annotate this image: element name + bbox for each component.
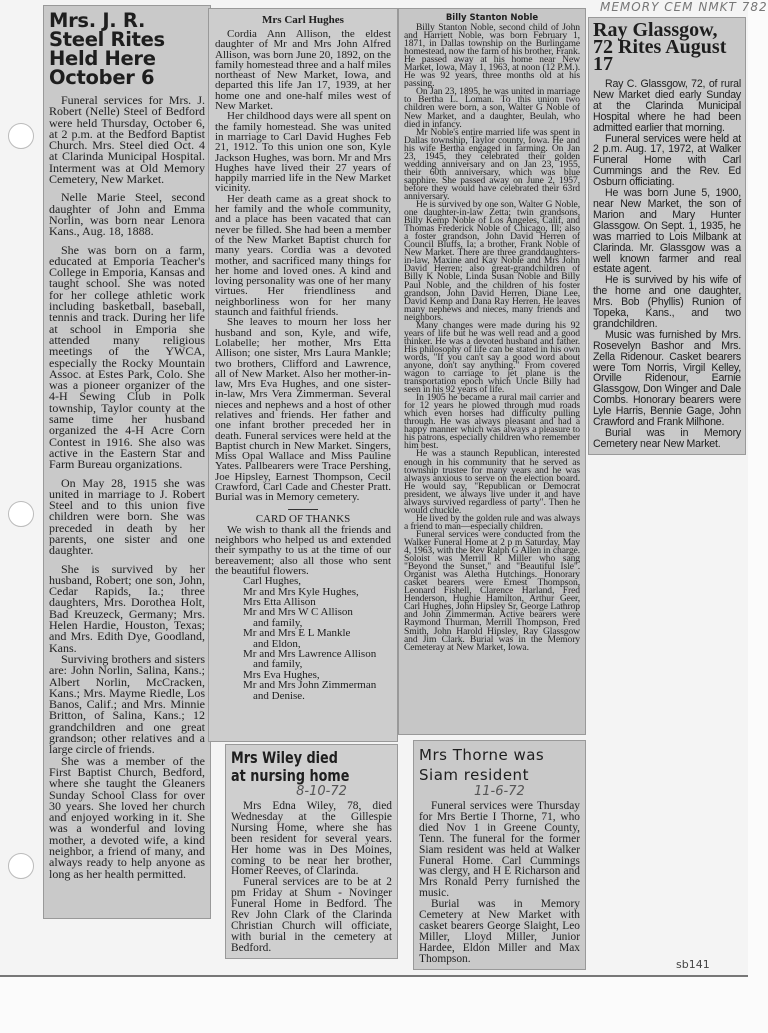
headline: Mrs Carl Hughes (262, 14, 344, 26)
headline (419, 745, 580, 785)
paragraph: He was a staunch Republican, interested enough in his community that he served as township trustee for many years and he was always anxious to serve on the election board. He would say, "Republican or Democrat president, we always live under it and have always survived regardless of party". Then he would chuckle. (404, 448, 580, 516)
paragraph: On May 28, 1915 she was united in marriage to J. Robert Steel and to this union five children were born. She was preceded in death by her parents, one sister and one daughter. (49, 475, 205, 558)
paragraph: Mrs Edna Wiley, 78, died Wednesday at the Gillespie Nursing Home, where she has been resident for several years. Her home was in Des Moines, coming to be near her brother, Homer Reeves, of Clarinda. (231, 800, 392, 878)
paragraph: Funeral services were conducted from the Walker Funeral Home at 2 p m Saturday, May 4, 1963, with the Rev Ralph G Allen in charge. Soloist was Merrill R Miller who sang "Beyond the Sunset," and "Beautiful Isle". Organist was Aletha Hutchings. Honorary casket bearers were Ernest Thompson, Leonard Fishell, Clarence Harland, Fred Henderson, Hughie Hamilton, Arthur Geer, Carl Hughes, John Hipsley Sr, George Lathrop and John Zimmerman. Active bearers were Raymond Thurman, Merrill Thompson, Fred Smith, John Harold Hipsley, Ray Glassgow and Jim Clark. Burial was in the Memory Cemeteray at New Market, Iowa. (404, 528, 580, 653)
headline-line: Mrs Wiley died (231, 748, 338, 767)
clipping-steel-obituary (43, 5, 211, 919)
paragraph: He was born June 5, 1900, near New Market, the son of Marion and Mary Hunter Glassgow. On Sept. 1, 1935, he was married to Lois Milbank at Clarinda. Mr. Glassgow was a well known farmer and real estate agent. (593, 187, 741, 276)
headline (231, 749, 360, 785)
paragraph: Burial was in Memory Cemetery at New Market with casket bearers George Slaight, Leo Miller, Lloyd Miller, Junior Hardee, Eldon Miller and Max Thompson. (419, 898, 580, 965)
paragraph: Billy Stanton Noble, second child of John and Harriett Noble, was born February 1, 1871, in Dallas township on the Burlingame homestead, now the farm of his brother, Frank. He passed away at his home near New Market, Iowa, May 1, 1963, at noon (12 P.M.). He was 92 years, three months old at his passing. (404, 22, 580, 90)
paragraph: Surviving brothers and sisters are: John Norlin, Salina, Kans.; Albert Norlin, McCracken, Kans.; Mrs. Mayme Riedle, Los Banos, Calif.; and Mrs. Minnie Britton, of Salina, Kans.; 12 grandchildren and one great grandson; other relatives and a large circle of friends. (49, 651, 205, 757)
paragraph: In 1905 he became a rural mail carrier and for 12 years he plowed through mud roads which even horses had difficulty pulling through. He was always pleasant and had a happy manner which was always a pleasure to his patrons, especially children who remember him best. (404, 392, 580, 452)
handwritten-annotation: MEMORY CEM NMKT 782 (600, 0, 768, 14)
clipping-thorne-obituary (413, 740, 586, 970)
paragraph: She was a member of the First Baptist Church, Bedford, where she taught the Gleaners Sunday School Class for over 30 years. She loved her church and enjoyed working in it. She was a wonderful and loving mother, a devoted wife, a kind neighbor, a friend of many, and always ready to help anyone as long as her health permitted. (49, 753, 205, 881)
signature-line: Mr and Mrs E L Mankle (243, 627, 351, 640)
headline-line: at nursing home (231, 766, 350, 785)
paragraph: Funeral services for Mrs. J. Robert (Nelle) Steel of Bedford were held Thursday, October 6, at 2 p.m. at the Bedford Baptist Church. Mrs. Steel died Oct. 4 at Clarinda Municipal Hospital. Interment was at Old Memory Cemetery, New Market. (49, 93, 205, 187)
signature-line: Mrs Eva Hughes, (243, 668, 320, 681)
clipping-hughes-obituary (208, 8, 398, 742)
paragraph: Her childhood days were all spent on the family homestead. She was united in marriage to Carl David Hughes Feb 21, 1912. To this union one son, Kyle Jackson Hughes, was born. Mr and Mrs Hughes have lived their 27 years of happily married life in the New Market vicinity. (215, 110, 391, 195)
paragraph: We wish to thank all the friends and neighbors who helped us and extended their sympathy to us at the time of our bereavement; also all those who sent the beautiful flowers. (215, 523, 391, 577)
signature-line: and family, (253, 658, 303, 671)
signature-line: Mr and Mrs Kyle Hughes, (243, 585, 359, 598)
clipping-wiley-obituary (225, 744, 398, 959)
paragraph: Many changes were made during his 92 years of life but he was well read and a good thinker. He was a devoted husband and father. His philosophy of life can be stated in his own words, "If you can't say a good word about anyone, don't say anything." From covered wagon to carriage to jet plane is the transportation epoch which Uncle Billy had seen in his 92 years of life. (404, 319, 580, 396)
binder-hole (8, 501, 34, 527)
paragraph: She was born on a farm, educated at Emporia Teacher's College in Emporia, Kansas and taught school. She was noted for her college athletic work including basketball, baseball, tennis and track. During her life at school in Emporia she attended many religious meetings of the YWCA, especially the Rocky Mountain Assoc. at Estes Park, Colo. She was a pioneer organizer of the 4-H Sewing Club in Polk township, Taylor county at the same time her husband organized the 4-H Acre Corn Contest in 1916. She also was active in the Eastern Star and Farm Bureau organizations. (49, 242, 205, 472)
headline: Mrs. J. R. Steel Rites Held Here October 6 (49, 9, 165, 89)
clipping-glassgow-obituary (588, 17, 746, 455)
card-of-thanks-title: CARD OF THANKS (255, 512, 351, 525)
paragraph: He is survived by his wife of the home and one daughter, Mrs. Bob (Phyllis) Runion of Topeka, Kans., and two grandchildren. (593, 274, 741, 330)
headline: Ray Glassgow, 72 Rites August 17 (593, 19, 727, 75)
signature-line: and family, (253, 616, 303, 629)
paragraph: Burial was in Memory Cemetery near New Market. (593, 427, 741, 450)
signature-line: Mr and Mrs Lawrence Allison (243, 647, 377, 660)
signature-line: Carl Hughes, (243, 575, 302, 588)
binder-hole (8, 853, 34, 879)
paragraph: Music was furnished by Mrs. Rosevelyn Bashor and Mrs. Zella Ridenour. Casket bearers were Tom Norris, Virgil Kelley, Orville Ridenour, Earnie Glassgow, Don Winger and Dale Combs. Honorary bearers were Lyle Harris, Bennie Gage, John Crawford and Frank Milhone. (593, 328, 741, 429)
binder-hole (8, 123, 34, 149)
paragraph: Cordia Ann Allison, the eldest daughter of Mr and Mrs John Alfred Allison, was born June 20, 1892, on the family homestead three and a half miles northeast of New Market, Iowa, and departed this life Jan 17, 1939, at her home one and one-half miles west of New Market. (215, 28, 391, 113)
handwritten-date: 11-6-72 (474, 784, 525, 799)
signature-line: Mr and Mrs John Zimmerman (243, 679, 377, 692)
paragraph: On Jan 23, 1895, he was united in marriage to Bertha L. Loman. To this union two children were born, a son, Walter G Noble of New Market, and a daughter, Beulah, who died in infancy. (404, 86, 580, 130)
paragraph: Funeral services are to be at 2 pm Friday at Shum - Novinger Funeral Home in Bedford. The Rev John Clark of the Clarinda Christian Church will officiate, with burial in the cemetery at Bedford. (231, 876, 392, 954)
paragraph: She leaves to mourn her loss her husband and son, Kyle, and wife, Lolabelle; her mother, Mrs Etta Allison; one sister, Mrs Laura Mankle; two brothers, Clifford and Lawrence, all of New Market. Also her mother-in-law, Mrs Eva Hughes, and one sister-in-law, Mrs Vera Zimmerman. Several nieces and nephews and a host of other relatives and friends. Her father and one infant brother preceded her in death. Funeral services were held at the Baptist church in New Market. Singers, Miss Opal Wallace and Miss Pauline Yates. Pallbearers were Trace Pershing, Joe Hipsley, Earnest Thompson, Cecil Crawford, Carl Cade and Chester Pratt. Burial was in Memory cemetery. (215, 316, 391, 504)
paragraph: He is survived by one son, Walter G Noble, one daughter-in-law Zetta; twin grandsons, Billy Kemp Noble of Los Angeles, Calif, and Thomas Frederick Noble of Chicago, Ill; also a foster grandson, John David Herren of Council Bluffs, Ia; a brother, Frank Noble of New Market. There are three granddaughters-in-law, Maxine and Kay Noble and Mrs John David Herren; also great-grandchildren of Billy K Noble, Linda Susan Noble and Billy Paul Noble, and the children of his foster grandson, John David Herren, Diane Lee, David Kemp and Dana Ray Herren. He leaves many nephews and nieces, many friends and neighbors. (404, 199, 580, 323)
signature-line: and Eldon, (253, 637, 301, 650)
paragraph: She is survived by her husband, Robert; one son, John, Cedar Rapids, Ia.; three daughters, Mrs. Dorothea Holt, Bad Kreuzeck, Germany; Mrs. Helen Hardie, Houston, Texas; and Mrs. Edith Dye, Goodland, Kans. (49, 561, 205, 655)
paragraph: Nelle Marie Steel, second daughter of John and Emma Norlin, was born near Lenora Kans., Aug. 18, 1888. (49, 190, 205, 239)
clipping-noble-obituary (398, 8, 586, 735)
paragraph: Mr Noble's entire married life was spent in Dallas township, Taylor county, Iowa. He and his wife Bertha engaged in farming. On Jan 23, 1945, they celebrated their golden wedding anniversary and on Jan 23, 1955, their 60th anniversary, which was blue sapphire. She passed away on June 2, 1957, before they would have celebrated their 63rd anniversary. (404, 126, 580, 202)
divider (288, 509, 318, 510)
signature-line: Mrs Etta Allison (243, 595, 316, 608)
paragraph: Ray C. Glassgow, 72, of rural New Market died early Sunday at the Clarinda Municipal Hospital where he had been admitted earlier that morning. (593, 78, 741, 134)
paragraph: Her death came as a great shock to her family and the whole community, and a place has been vacated that can never be filled. She had been a member of the New Market Baptist church for many years. Cordia was a devoted mother, and sacrificed many things for her home and loved ones. A kind and loving personality was one of her many virtues. Her friendliness and neighborliness won for her many staunch and faithful friends. (215, 192, 391, 319)
page-number: sb141 (676, 958, 710, 971)
headline-line: Mrs Thorne was (419, 746, 545, 764)
paragraph: Funeral services were Thursday for Mrs Bertie I Thorne, 71, who died Nov 1 in Greene County, Tenn. The funeral for the former Siam resident was held at Walker Funeral Home. Carl Cummings was clergy, and H E Richarson and Mrs Ronald Perry furnished the music. (419, 800, 580, 900)
paragraph: Funeral services were held at 2 p.m. Aug. 17, 1972, at Walker Funeral Home with Carl Cummings and the Rev. Ed Osburn officiating. (593, 132, 741, 189)
headline-line: Siam resident (419, 766, 529, 784)
paragraph: He lived by the golden rule and was always a friend to man—especially children. (404, 512, 580, 532)
headline: Billy Stanton Noble (445, 13, 539, 23)
signature-line: Mr and Mrs W C Allison (243, 606, 353, 619)
signature-line: and Denise. (253, 689, 305, 702)
handwritten-date: 8-10-72 (296, 784, 347, 799)
